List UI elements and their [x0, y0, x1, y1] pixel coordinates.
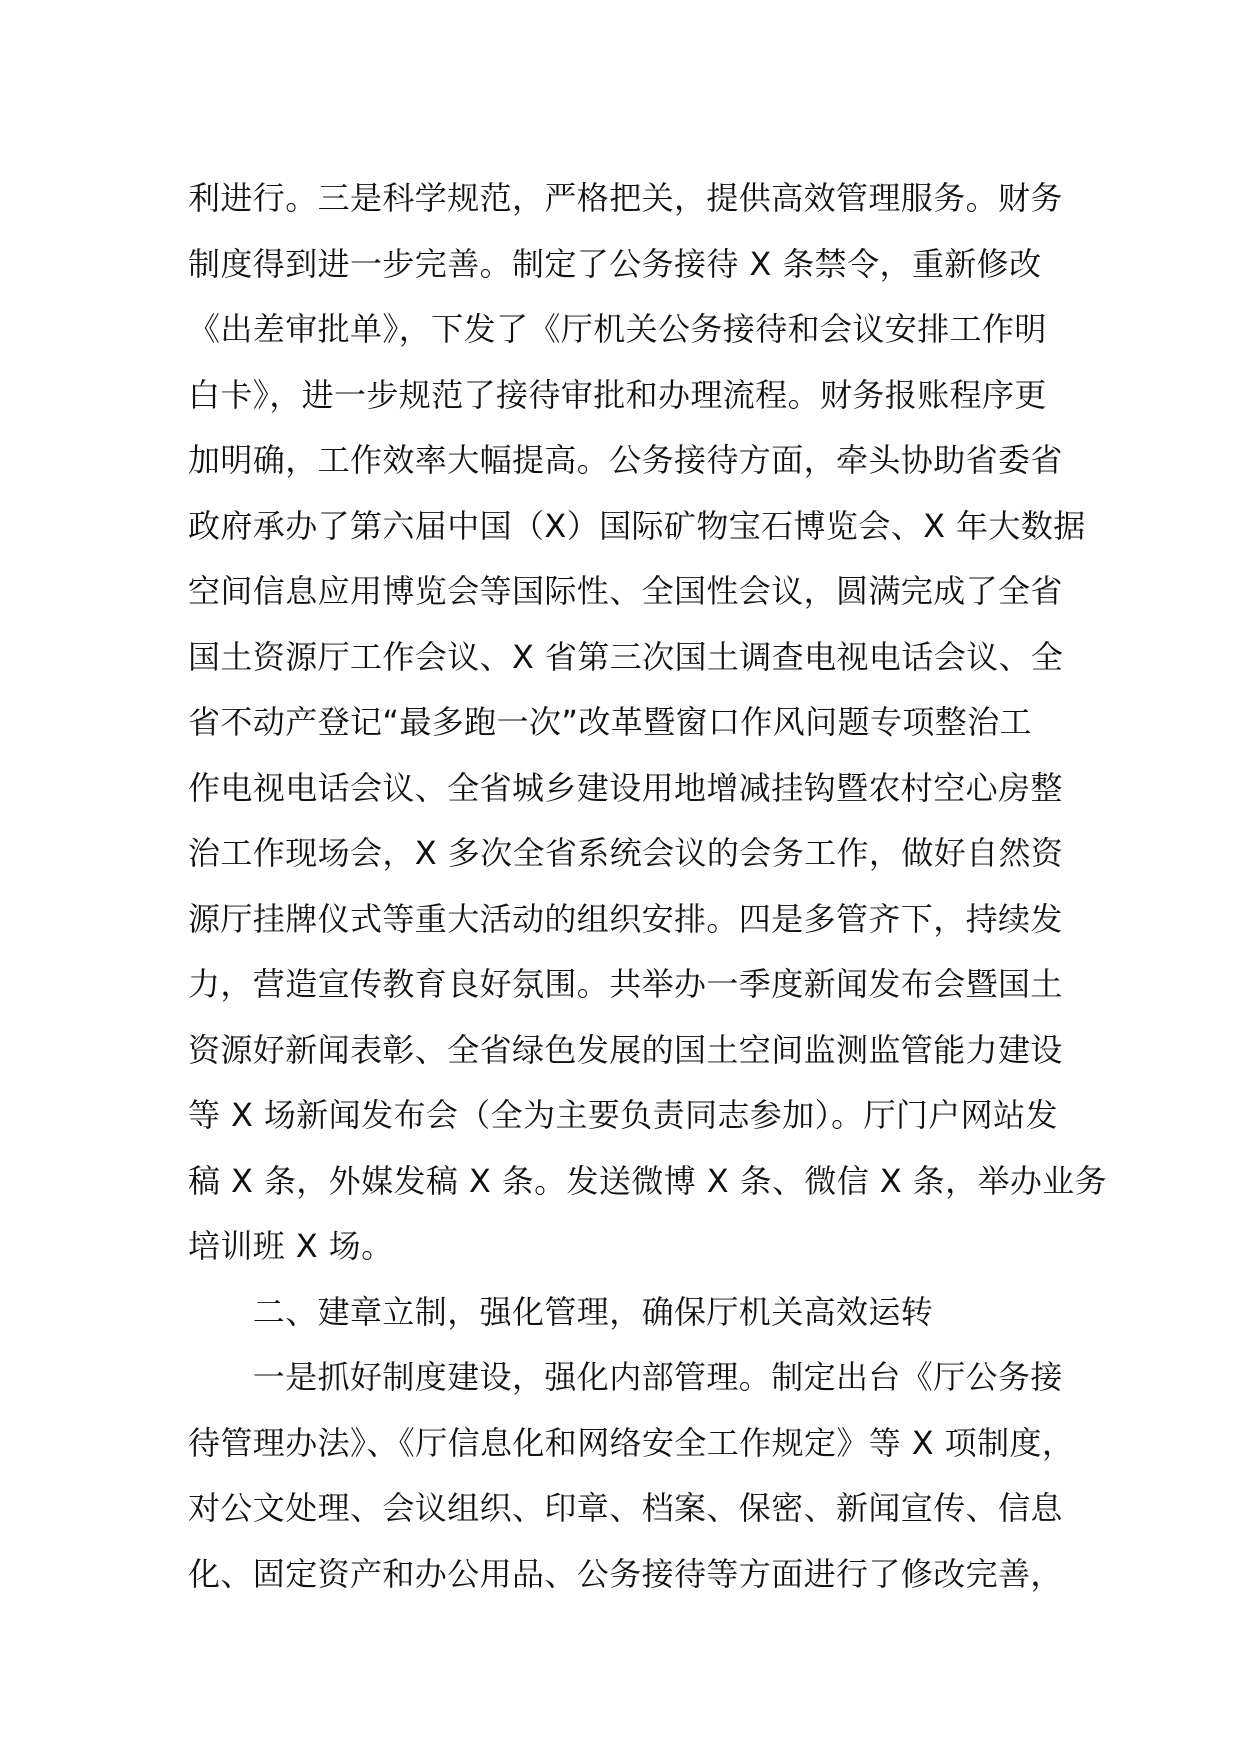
text-line: 政府承办了第六届中国（X）国际矿物宝石博览会、X 年大数据: [188, 506, 1086, 545]
text-line: 等 X 场新闻发布会（全为主要负责同志参加）。厅门户网站发: [188, 1096, 1058, 1134]
text-line: 对公文处理、会议组织、印章、档案、保密、新闻宣传、信息: [188, 1489, 1063, 1527]
text-line: 省不动产登记“最多跑一次”改革暨窗口作风问题专项整治工: [188, 703, 1032, 741]
text-line: 培训班 X 场。: [188, 1227, 394, 1265]
text-line: 源厅挂牌仪式等重大活动的组织安排。四是多管齐下，持续发: [188, 899, 1063, 938]
text-line: 加明确，工作效率大幅提高。公务接待方面，牵头协助省委省: [188, 441, 1063, 479]
text-line: 治工作现场会，X 多次全省系统会议的会务工作，做好自然资: [188, 834, 1064, 872]
text-line: 资源好新闻表彰、全省绿色发展的国土空间监测监管能力建设: [188, 1030, 1063, 1069]
text-line: 《出差审批单》，下发了《厅机关公务接待和会议安排工作明: [188, 310, 1047, 348]
text-line: 空间信息应用博览会等国际性、全国性会议，圆满完成了全省: [188, 572, 1063, 610]
text-line: 制度得到进一步完善。制定了公务接待 X 条禁令，重新修改: [188, 244, 1042, 283]
text-line: 一是抓好制度建设，强化内部管理。制定出台《厅公务接: [188, 1358, 1063, 1396]
text-line: 稿 X 条，外媒发稿 X 条。发送微博 X 条、微信 X 条，举办业务: [188, 1161, 1108, 1200]
text-line: 待管理办法》、《厅信息化和网络安全工作规定》等 X 项制度，: [188, 1423, 1075, 1462]
text-line: 国土资源厅工作会议、X 省第三次国土调查电视电话会议、全: [188, 637, 1064, 676]
text-line: 力，营造宣传教育良好氛围。共举办一季度新闻发布会暨国土: [188, 965, 1063, 1003]
text-line: 白卡》，进一步规范了接待审批和办理流程。财务报账程序更: [188, 375, 1047, 414]
text-line: 利进行。三是科学规范，严格把关，提供高效管理服务。财务: [188, 179, 1063, 217]
text-line: 作电视电话会议、全省城乡建设用地增减挂钩暨农村空心房整: [188, 768, 1063, 807]
text-line: 化、固定资产和办公用品、公务接待等方面进行了修改完善，: [188, 1554, 1063, 1593]
body-text: [188, 166, 1108, 1607]
section-heading: 二、建章立制，强化管理，确保厅机关高效运转: [188, 1292, 934, 1331]
